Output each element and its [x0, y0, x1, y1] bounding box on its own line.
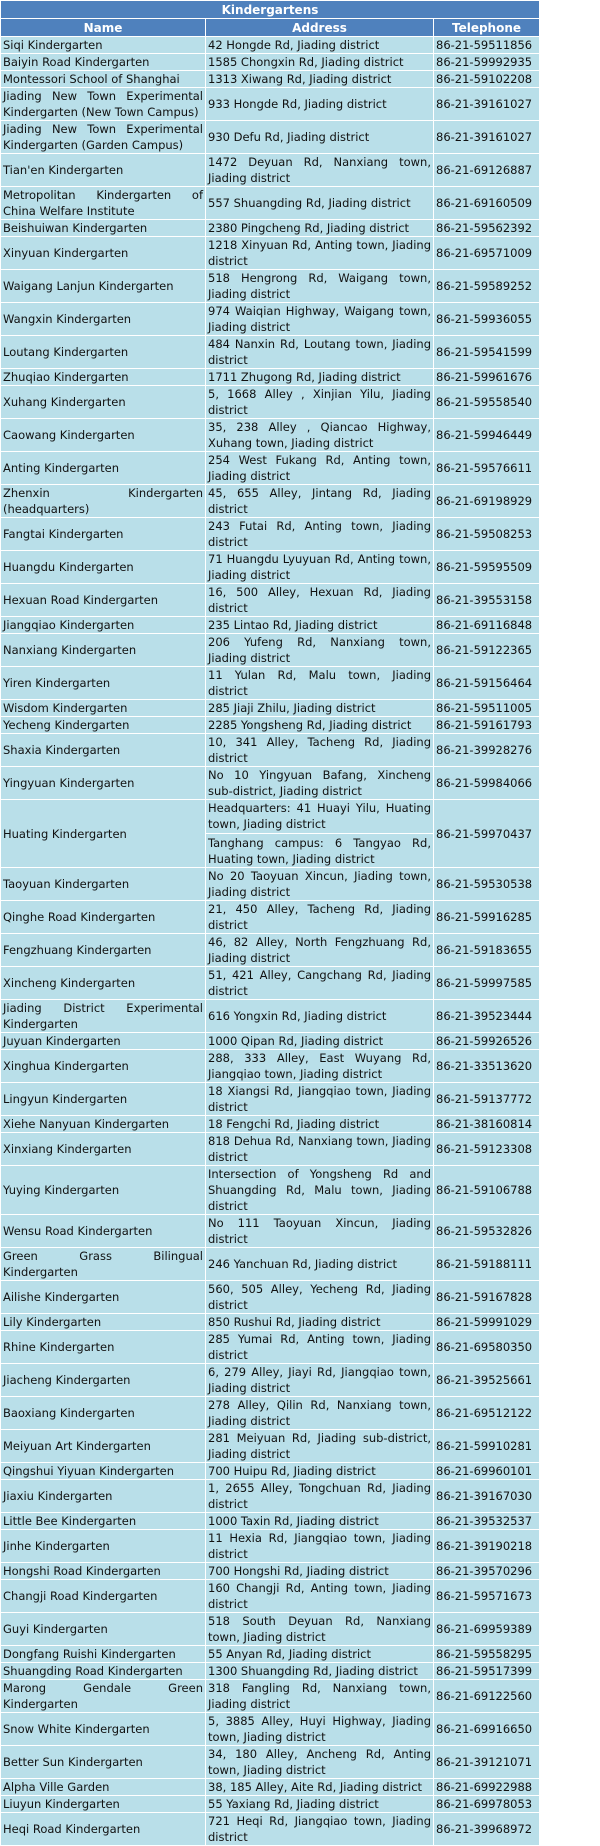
kindergarten-name: Shuangding Road Kindergarten: [1, 1663, 206, 1680]
kindergarten-name: Wangxin Kindergarten: [1, 303, 206, 336]
table-row: [1, 1796, 540, 1813]
table-row: [1, 617, 540, 634]
kindergarten-address: 518 Hengrong Rd, Waigang town, Jiading district: [206, 270, 434, 303]
table-row: [1, 303, 540, 336]
kindergarten-telephone: 86-21-59926526: [434, 1033, 540, 1050]
table-row: [1, 1646, 540, 1663]
table-row: [1, 88, 540, 121]
table-row: [1, 121, 540, 154]
table-row: [1, 1530, 540, 1563]
kindergarten-address: 518 South Deyuan Rd, Nanxiang town, Jiading district: [206, 1613, 434, 1646]
kindergarten-address: 16, 500 Alley, Hexuan Rd, Jiading district: [206, 584, 434, 617]
kindergarten-address: 721 Heqi Rd, Jiangqiao town, Jiading district: [206, 1813, 434, 1846]
kindergarten-telephone: 86-21-59106788: [434, 1166, 540, 1215]
table-row: [1, 1613, 540, 1646]
kindergarten-address: 1000 Qipan Rd, Jiading district: [206, 1033, 434, 1050]
table-row: [1, 1314, 540, 1331]
kindergarten-name: Snow White Kindergarten: [1, 1713, 206, 1746]
kindergarten-address: 51, 421 Alley, Cangchang Rd, Jiading district: [206, 967, 434, 1000]
kindergarten-address: 5, 3885 Alley, Huyi Highway, Jiading town, Jiading district: [206, 1713, 434, 1746]
kindergarten-address: 974 Waiqian Highway, Waigang town, Jiading district: [206, 303, 434, 336]
kindergarten-address: No 20 Taoyuan Xincun, Jiading town, Jiading district: [206, 868, 434, 901]
kindergarten-address: 850 Rushui Rd, Jiading district: [206, 1314, 434, 1331]
kindergarten-name: Yiren Kindergarten: [1, 667, 206, 700]
kindergarten-telephone: 86-21-59992935: [434, 54, 540, 71]
kindergarten-name: Yingyuan Kindergarten: [1, 767, 206, 800]
table-row: [1, 154, 540, 187]
kindergarten-address: 42 Hongde Rd, Jiading district: [206, 37, 434, 54]
kindergarten-address: 6, 279 Alley, Jiayi Rd, Jiangqiao town, Jiading district: [206, 1364, 434, 1397]
table-row: [1, 71, 540, 88]
table-row: [1, 1430, 540, 1463]
kindergarten-name: Jiading New Town Experimental Kindergarten (Garden Campus): [1, 121, 206, 154]
kindergarten-address: 235 Lintao Rd, Jiading district: [206, 617, 434, 634]
kindergarten-address: 246 Yanchuan Rd, Jiading district: [206, 1248, 434, 1281]
kindergarten-name: Little Bee Kindergarten: [1, 1513, 206, 1530]
kindergarten-telephone: 86-21-59156464: [434, 667, 540, 700]
kindergarten-name: Xinxiang Kindergarten: [1, 1133, 206, 1166]
kindergarten-name: Ailishe Kindergarten: [1, 1281, 206, 1314]
table-row: [1, 485, 540, 518]
kindergarten-telephone: 86-21-59576611: [434, 452, 540, 485]
kindergarten-telephone: 86-21-69916650: [434, 1713, 540, 1746]
table-title: Kindergartens: [1, 1, 540, 19]
kindergarten-name: Fengzhuang Kindergarten: [1, 934, 206, 967]
kindergarten-address: 206 Yufeng Rd, Nanxiang town, Jiading district: [206, 634, 434, 667]
kindergarten-address: 930 Defu Rd, Jiading district: [206, 121, 434, 154]
kindergarten-telephone: 86-21-69978053: [434, 1796, 540, 1813]
kindergarten-name: Zhenxin Kindergarten (headquarters): [1, 485, 206, 518]
kindergarten-address: 818 Dehua Rd, Nanxiang town, Jiading district: [206, 1133, 434, 1166]
kindergarten-telephone: 86-21-59991029: [434, 1314, 540, 1331]
kindergarten-name: Baiyin Road Kindergarten: [1, 54, 206, 71]
table-row: [1, 1166, 540, 1215]
table-row: [1, 868, 540, 901]
table-row: [1, 667, 540, 700]
kindergarten-address: 160 Changji Rd, Anting town, Jiading district: [206, 1580, 434, 1613]
kindergarten-name: Xiehe Nanyuan Kindergarten: [1, 1116, 206, 1133]
kindergarten-telephone: 86-21-59530538: [434, 868, 540, 901]
kindergarten-address: 34, 180 Alley, Ancheng Rd, Anting town, Jiading district: [206, 1746, 434, 1779]
kindergarten-address: [206, 800, 434, 868]
kindergarten-name: Dongfang Ruishi Kindergarten: [1, 1646, 206, 1663]
kindergarten-telephone: 86-21-39928276: [434, 734, 540, 767]
table-row: [1, 518, 540, 551]
kindergarten-address: 45, 655 Alley, Jintang Rd, Jiading district: [206, 485, 434, 518]
kindergarten-telephone: 86-21-59137772: [434, 1083, 540, 1116]
kindergarten-address: 700 Hongshi Rd, Jiading district: [206, 1563, 434, 1580]
kindergarten-address: 700 Huipu Rd, Jiading district: [206, 1463, 434, 1480]
kindergarten-telephone: 86-21-69160509: [434, 187, 540, 220]
kindergarten-address: 1, 2655 Alley, Tongchuan Rd, Jiading district: [206, 1480, 434, 1513]
kindergarten-name: Yecheng Kindergarten: [1, 717, 206, 734]
kindergarten-address: 1000 Taxin Rd, Jiading district: [206, 1513, 434, 1530]
table-row: [1, 1680, 540, 1713]
kindergarten-address: 21, 450 Alley, Tacheng Rd, Jiading district: [206, 901, 434, 934]
table-row: [1, 717, 540, 734]
kindergarten-telephone: 86-21-59532826: [434, 1215, 540, 1248]
kindergarten-address: 1313 Xiwang Rd, Jiading district: [206, 71, 434, 88]
table-header-row: [1, 19, 540, 37]
table-row: [1, 1480, 540, 1513]
kindergarten-name: Xuhang Kindergarten: [1, 386, 206, 419]
kindergarten-name: Baoxiang Kindergarten: [1, 1397, 206, 1430]
kindergarten-telephone: 86-21-59936055: [434, 303, 540, 336]
kindergarten-telephone: 86-21-59188111: [434, 1248, 540, 1281]
kindergarten-name: Hongshi Road Kindergarten: [1, 1563, 206, 1580]
kindergarten-telephone: 86-21-39553158: [434, 584, 540, 617]
kindergarten-name: Qingshui Yiyuan Kindergarten: [1, 1463, 206, 1480]
kindergarten-telephone: 86-21-39121071: [434, 1746, 540, 1779]
kindergarten-name: Xinyuan Kindergarten: [1, 237, 206, 270]
kindergarten-address: Intersection of Yongsheng Rd and Shuangding Rd, Malu town, Jiading district: [206, 1166, 434, 1215]
kindergarten-telephone: 86-21-59102208: [434, 71, 540, 88]
kindergarten-name: Alpha Ville Garden: [1, 1779, 206, 1796]
kindergarten-address: 281 Meiyuan Rd, Jiading sub-district, Jiading district: [206, 1430, 434, 1463]
kindergarten-name: Lingyun Kindergarten: [1, 1083, 206, 1116]
kindergarten-telephone: 86-21-59970437: [434, 800, 540, 868]
kindergarten-address: 46, 82 Alley, North Fengzhuang Rd, Jiading district: [206, 934, 434, 967]
kindergarten-address: 1472 Deyuan Rd, Nanxiang town, Jiading district: [206, 154, 434, 187]
column-header-address: Address: [206, 19, 434, 37]
kindergarten-name: Wisdom Kindergarten: [1, 700, 206, 717]
table-row: [1, 1083, 540, 1116]
kindergarten-address: 933 Hongde Rd, Jiading district: [206, 88, 434, 121]
kindergarten-name: Rhine Kindergarten: [1, 1331, 206, 1364]
kindergarten-name: Meiyuan Art Kindergarten: [1, 1430, 206, 1463]
table-row: [1, 1463, 540, 1480]
kindergarten-telephone: 86-21-39161027: [434, 121, 540, 154]
kindergarten-address: 1585 Chongxin Rd, Jiading district: [206, 54, 434, 71]
table-row: [1, 1133, 540, 1166]
kindergarten-name: Liuyun Kindergarten: [1, 1796, 206, 1813]
table-row: [1, 1580, 540, 1613]
kindergarten-telephone: 86-21-59508253: [434, 518, 540, 551]
kindergarten-telephone: 86-21-59517399: [434, 1663, 540, 1680]
kindergarten-name: Tian'en Kindergarten: [1, 154, 206, 187]
kindergarten-telephone: 86-21-59161793: [434, 717, 540, 734]
kindergarten-name: Montessori School of Shanghai: [1, 71, 206, 88]
kindergarten-address: 560, 505 Alley, Yecheng Rd, Jiading district: [206, 1281, 434, 1314]
kindergarten-address: 2285 Yongsheng Rd, Jiading district: [206, 717, 434, 734]
kindergarten-address: 55 Yaxiang Rd, Jiading district: [206, 1796, 434, 1813]
kindergarten-name: Better Sun Kindergarten: [1, 1746, 206, 1779]
kindergarten-telephone: 86-21-59562392: [434, 220, 540, 237]
kindergarten-address: 35, 238 Alley , Qiancao Highway, Xuhang town, Jiading district: [206, 419, 434, 452]
table-row: [1, 452, 540, 485]
kindergarten-telephone: 86-21-39523444: [434, 1000, 540, 1033]
kindergarten-name: Juyuan Kindergarten: [1, 1033, 206, 1050]
table-row: [1, 1000, 540, 1033]
kindergarten-telephone: 86-21-69959389: [434, 1613, 540, 1646]
kindergarten-telephone: 86-21-39532537: [434, 1513, 540, 1530]
kindergarten-address: 1300 Shuangding Rd, Jiading district: [206, 1663, 434, 1680]
kindergarten-address: 616 Yongxin Rd, Jiading district: [206, 1000, 434, 1033]
table-row: [1, 634, 540, 667]
kindergarten-telephone: 86-21-59589252: [434, 270, 540, 303]
kindergarten-name: Loutang Kindergarten: [1, 336, 206, 369]
kindergarten-address: 18 Xiangsi Rd, Jiangqiao town, Jiading district: [206, 1083, 434, 1116]
kindergarten-telephone: 86-21-59595509: [434, 551, 540, 584]
table-row: [1, 1713, 540, 1746]
table-row: [1, 1116, 540, 1133]
table-row: [1, 1397, 540, 1430]
kindergarten-telephone: 86-21-59946449: [434, 419, 540, 452]
kindergarten-address: 285 Jiaji Zhilu, Jiading district: [206, 700, 434, 717]
table-row: [1, 1364, 540, 1397]
table-row: [1, 1215, 540, 1248]
kindergarten-telephone: 86-21-59961676: [434, 369, 540, 386]
table-row: [1, 584, 540, 617]
kindergarten-address: 18 Fengchi Rd, Jiading district: [206, 1116, 434, 1133]
kindergarten-telephone: 86-21-59167828: [434, 1281, 540, 1314]
kindergarten-telephone: 86-21-59511856: [434, 37, 540, 54]
table-row: [1, 220, 540, 237]
kindergarten-name: Lily Kindergarten: [1, 1314, 206, 1331]
kindergarten-telephone: 86-21-59122365: [434, 634, 540, 667]
kindergarten-address: 288, 333 Alley, East Wuyang Rd, Jiangqiao town, Jiading district: [206, 1050, 434, 1083]
table-row: [1, 1050, 540, 1083]
kindergarten-name: Green Grass Bilingual Kindergarten: [1, 1248, 206, 1281]
kindergarten-name: Beishuiwan Kindergarten: [1, 220, 206, 237]
kindergarten-name: Marong Gendale Green Kindergarten: [1, 1680, 206, 1713]
kindergarten-address: 318 Fangling Rd, Nanxiang town, Jiading district: [206, 1680, 434, 1713]
kindergarten-telephone: 86-21-69116848: [434, 617, 540, 634]
kindergarten-telephone: 86-21-59910281: [434, 1430, 540, 1463]
table-row: [1, 1779, 540, 1796]
kindergarten-address: No 111 Taoyuan Xincun, Jiading district: [206, 1215, 434, 1248]
table-row: [1, 419, 540, 452]
kindergarten-name: Hexuan Road Kindergarten: [1, 584, 206, 617]
kindergarten-name: Fangtai Kindergarten: [1, 518, 206, 551]
kindergarten-name: Xincheng Kindergarten: [1, 967, 206, 1000]
kindergarten-telephone: 86-21-69122560: [434, 1680, 540, 1713]
table-row: [1, 187, 540, 220]
kindergarten-telephone: 86-21-59558540: [434, 386, 540, 419]
table-title-row: [1, 1, 540, 19]
kindergarten-address: 5, 1668 Alley , Xinjian Yilu, Jiading district: [206, 386, 434, 419]
kindergarten-name: Wensu Road Kindergarten: [1, 1215, 206, 1248]
column-header-telephone: Telephone: [434, 19, 540, 37]
kindergarten-telephone: 86-21-39161027: [434, 88, 540, 121]
table-row: [1, 1663, 540, 1680]
kindergarten-name: Xinghua Kindergarten: [1, 1050, 206, 1083]
kindergarten-name: Jiading District Experimental Kindergarten: [1, 1000, 206, 1033]
kindergarten-address: 285 Yumai Rd, Anting town, Jiading district: [206, 1331, 434, 1364]
kindergarten-telephone: 86-21-59511005: [434, 700, 540, 717]
kindergarten-name: Metropolitan Kindergarten of China Welfare Institute: [1, 187, 206, 220]
kindergarten-name: Anting Kindergarten: [1, 452, 206, 485]
table-row: [1, 37, 540, 54]
table-row: [1, 700, 540, 717]
kindergarten-telephone: 86-21-38160814: [434, 1116, 540, 1133]
kindergarten-address: 11 Hexia Rd, Jiangqiao town, Jiading district: [206, 1530, 434, 1563]
kindergarten-name: Yuying Kindergarten: [1, 1166, 206, 1215]
kindergarten-telephone: 86-21-39570296: [434, 1563, 540, 1580]
kindergarten-name: Jiaxiu Kindergarten: [1, 1480, 206, 1513]
kindergarten-telephone: 86-21-59997585: [434, 967, 540, 1000]
kindergarten-address: 10, 341 Alley, Tacheng Rd, Jiading district: [206, 734, 434, 767]
kindergarten-telephone: 86-21-39167030: [434, 1480, 540, 1513]
kindergarten-address: 55 Anyan Rd, Jiading district: [206, 1646, 434, 1663]
table-row: [1, 369, 540, 386]
table-row: [1, 1513, 540, 1530]
kindergarten-telephone: 86-21-69571009: [434, 237, 540, 270]
kindergarten-telephone: 86-21-59183655: [434, 934, 540, 967]
kindergarten-telephone: 86-21-69198929: [434, 485, 540, 518]
kindergarten-telephone: 86-21-33513620: [434, 1050, 540, 1083]
kindergarten-name: Caowang Kindergarten: [1, 419, 206, 452]
kindergarten-telephone: 86-21-59916285: [434, 901, 540, 934]
table-row: [1, 237, 540, 270]
kindergarten-address: 71 Huangdu Lyuyuan Rd, Anting town, Jiading district: [206, 551, 434, 584]
kindergarten-address: No 10 Yingyuan Bafang, Xincheng sub-district, Jiading district: [206, 767, 434, 800]
kindergarten-address: 1218 Xinyuan Rd, Anting town, Jiading district: [206, 237, 434, 270]
table-row: [1, 901, 540, 934]
kindergarten-telephone: 86-21-69580350: [434, 1331, 540, 1364]
kindergarten-telephone: 86-21-39525661: [434, 1364, 540, 1397]
table-row: [1, 1248, 540, 1281]
kindergarten-telephone: 86-21-69960101: [434, 1463, 540, 1480]
table-row: [1, 386, 540, 419]
kindergarten-name: Changji Road Kindergarten: [1, 1580, 206, 1613]
kindergarten-address: 1711 Zhugong Rd, Jiading district: [206, 369, 434, 386]
kindergarten-name: Taoyuan Kindergarten: [1, 868, 206, 901]
kindergarten-name: Siqi Kindergarten: [1, 37, 206, 54]
kindergarten-address: 278 Alley, Qilin Rd, Nanxiang town, Jiading district: [206, 1397, 434, 1430]
kindergarten-address: 11 Yulan Rd, Malu town, Jiading district: [206, 667, 434, 700]
kindergarten-name: Guyi Kindergarten: [1, 1613, 206, 1646]
kindergarten-name: Jiading New Town Experimental Kindergarten (New Town Campus): [1, 88, 206, 121]
kindergarten-address: 243 Futai Rd, Anting town, Jiading district: [206, 518, 434, 551]
table-row: [1, 54, 540, 71]
kindergarten-address: 484 Nanxin Rd, Loutang town, Jiading district: [206, 336, 434, 369]
kindergarten-telephone: 86-21-59571673: [434, 1580, 540, 1613]
kindergarten-address: 38, 185 Alley, Aite Rd, Jiading district: [206, 1779, 434, 1796]
kindergarten-name: Jiacheng Kindergarten: [1, 1364, 206, 1397]
kindergarten-name: Qinghe Road Kindergarten: [1, 901, 206, 934]
kindergarten-name: Waigang Lanjun Kindergarten: [1, 270, 206, 303]
kindergarten-name: Shaxia Kindergarten: [1, 734, 206, 767]
kindergarten-name: Zhuqiao Kindergarten: [1, 369, 206, 386]
kindergarten-telephone: 86-21-59541599: [434, 336, 540, 369]
table-row: [1, 1813, 540, 1846]
table-row: [1, 336, 540, 369]
table-row: [1, 1746, 540, 1779]
kindergarten-name: Jiangqiao Kindergarten: [1, 617, 206, 634]
kindergarten-telephone: 86-21-59123308: [434, 1133, 540, 1166]
kindergarten-telephone: 86-21-39968972: [434, 1813, 540, 1846]
table-row: [1, 967, 540, 1000]
kindergarten-name: Nanxiang Kindergarten: [1, 634, 206, 667]
kindergarten-address: 2380 Pingcheng Rd, Jiading district: [206, 220, 434, 237]
kindergarten-name: Huating Kindergarten: [1, 800, 206, 868]
table-row: [1, 1033, 540, 1050]
table-row: [1, 1331, 540, 1364]
kindergarten-telephone: 86-21-69922988: [434, 1779, 540, 1796]
kindergarten-telephone: 86-21-59558295: [434, 1646, 540, 1663]
kindergarten-telephone: 86-21-39190218: [434, 1530, 540, 1563]
kindergarten-telephone: 86-21-69126887: [434, 154, 540, 187]
table-row: [1, 767, 540, 800]
kindergarten-name: Huangdu Kindergarten: [1, 551, 206, 584]
address-line-primary: Headquarters: 41 Huayi Yilu, Huating town, Jiading district: [208, 801, 431, 831]
column-header-name: Name: [1, 19, 206, 37]
table-row: [1, 1281, 540, 1314]
table-row: [1, 1563, 540, 1580]
kindergarten-name: Jinhe Kindergarten: [1, 1530, 206, 1563]
kindergarten-telephone: 86-21-59984066: [434, 767, 540, 800]
table-row: [1, 734, 540, 767]
table-row: [1, 934, 540, 967]
address-divider: [206, 833, 433, 834]
kindergarten-telephone: 86-21-69512122: [434, 1397, 540, 1430]
table-row: [1, 800, 540, 868]
kindergarten-address: 254 West Fukang Rd, Anting town, Jiading district: [206, 452, 434, 485]
table-row: [1, 270, 540, 303]
address-line-secondary: Tanghang campus: 6 Tangyao Rd, Huating town, Jiading district: [208, 836, 431, 866]
table-body: [1, 37, 540, 1846]
table-row: [1, 551, 540, 584]
kindergarten-name: Heqi Road Kindergarten: [1, 1813, 206, 1846]
kindergarten-address: 557 Shuangding Rd, Jiading district: [206, 187, 434, 220]
